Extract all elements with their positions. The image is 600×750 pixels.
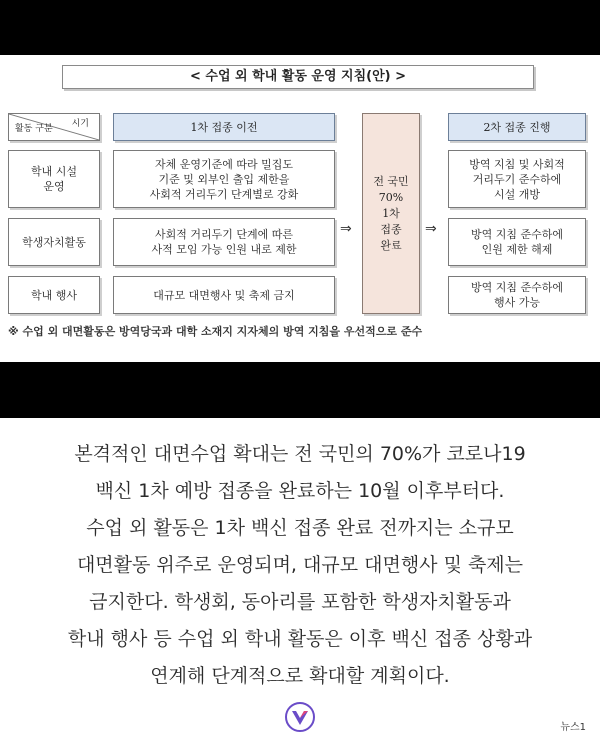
campus-event-before-text: 대규모 대면행사 및 축제 금지 bbox=[113, 276, 335, 314]
phase1-header: 1차 접종 이전 bbox=[113, 113, 335, 141]
figure-title: < 수업 외 학내 활동 운영 지침(안) > bbox=[62, 65, 534, 89]
caption-line: 학내 행사 등 수업 외 학내 활동은 이후 백신 접종 상황과 bbox=[67, 628, 533, 650]
vaccination-threshold-box: 전 국민 70% 1차 접종 완료 bbox=[362, 113, 420, 314]
row-label-student-council: 학생자치활동 bbox=[8, 218, 100, 266]
corner-period-label: 시기 bbox=[71, 119, 89, 129]
guideline-figure bbox=[0, 55, 600, 362]
article-caption bbox=[0, 436, 600, 695]
caption-line: 연계해 단계적으로 확대할 계획이다. bbox=[150, 665, 450, 687]
source-credit: 뉴스1 bbox=[560, 722, 586, 733]
arrow-right-icon: ⇒ bbox=[340, 221, 352, 237]
campus-event-after-text: 방역 지침 준수하에 행사 가능 bbox=[448, 276, 586, 314]
arrow-right-icon: ⇒ bbox=[425, 221, 437, 237]
caption-line: 금지한다. 학생회, 동아리를 포함한 학생자치활동과 bbox=[89, 591, 511, 613]
phase2-header: 2차 접종 진행 bbox=[448, 113, 586, 141]
brand-logo-icon bbox=[285, 702, 315, 732]
student-council-before-text: 사회적 거리두기 단계에 따른 사적 모임 가능 인원 내로 제한 bbox=[113, 218, 335, 266]
facility-before-text: 자체 운영기준에 따라 밀집도 기준 및 외부인 출입 제한을 사회적 거리두기 단계별로 강화 bbox=[113, 150, 335, 208]
figure-footnote: ※ 수업 외 대면활동은 방역당국과 대학 소재지 지자체의 방역 지침을 우선적으로 준수 bbox=[8, 325, 423, 338]
student-council-after-text: 방역 지침 준수하에 인원 제한 해제 bbox=[448, 218, 586, 266]
row-label-campus-event: 학내 행사 bbox=[8, 276, 100, 314]
caption-line: 본격적인 대면수업 확대는 전 국민의 70%가 코로나19 bbox=[74, 443, 526, 465]
caption-line: 대면활동 위주로 운영되며, 대규모 대면행사 및 축제는 bbox=[76, 554, 524, 576]
facility-after-text: 방역 지침 및 사회적 거리두기 준수하에 시설 개방 bbox=[448, 150, 586, 208]
top-black-bar bbox=[0, 0, 600, 55]
row-label-facility: 학내 시설 운영 bbox=[8, 150, 100, 208]
caption-line: 수업 외 활동은 1차 백신 접종 완료 전까지는 소규모 bbox=[86, 517, 514, 539]
corner-activity-label: 활동 구분 bbox=[15, 124, 53, 134]
bottom-black-bar bbox=[0, 362, 600, 418]
corner-header-cell bbox=[8, 113, 100, 141]
caption-line: 백신 1차 예방 접종을 완료하는 10월 이후부터다. bbox=[95, 480, 505, 502]
